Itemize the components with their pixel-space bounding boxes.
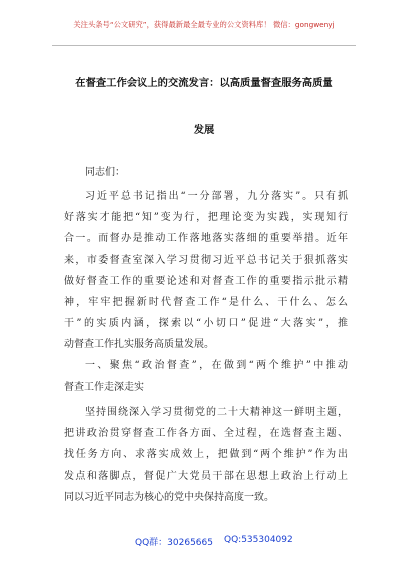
section-heading-continued: 督查工作走深走实 [64,382,144,393]
body-line: 发点和落脚点，督促广大党员干部在思想上政治上行动上 [64,471,348,482]
body-line: 合一。而督办是推动工作落地落实落细的重要举措。近年 [64,233,348,244]
body-line: 做好督查工作的重要论述和对督查工作的重要指示批示精 [64,276,348,287]
page-header-promo: 关注头条号“公文研究”，获得最新最全最专业的公文资料库！ 微信：gongwenyj [73,20,335,29]
qq-group-number: QQ群：30265665 [135,538,213,548]
body-line: 干”的实质内涵，探索以“小切口”促进“大落实”，推 [64,318,348,329]
header-divider [52,45,356,46]
body-line: 神，牢牢把握新时代督查工作“是什么、干什么、怎么 [64,297,348,308]
body-line: 找任务方向、求落实成效上，把做到“两个维护”作为出 [64,449,348,460]
body-line: 习近平总书记指出“一分部署，九分落实”。只有抓 [85,191,348,202]
body-line: 坚持围绕深入学习贯彻党的二十大精神这一鲜明主题， [85,407,348,418]
salutation: 同志们： [85,167,125,178]
document-title: 在督查工作会议上的交流发言：以高质量督查服务高质量 [75,77,333,89]
section-heading: 一、聚焦“政治督查”，在做到“两个维护”中推动 [85,360,348,371]
body-line: 同以习近平同志为核心的党中央保持高度一致。 [64,492,274,503]
qq-contact-number: QQ:535304092 [224,535,293,545]
body-line: 动督查工作扎实服务高质量发展。 [64,339,214,350]
document-title-continued: 发展 [193,124,215,136]
body-line: 来，市委督查室深入学习贯彻习近平总书记关于狠抓落实 [64,255,348,266]
body-line: 把讲政治贯穿督查工作各方面、全过程，在选督查主题、 [64,428,348,439]
page-footer [0,535,408,549]
body-line: 好落实才能把“知”变为行，把理论变为实践，实现知行 [64,212,348,223]
